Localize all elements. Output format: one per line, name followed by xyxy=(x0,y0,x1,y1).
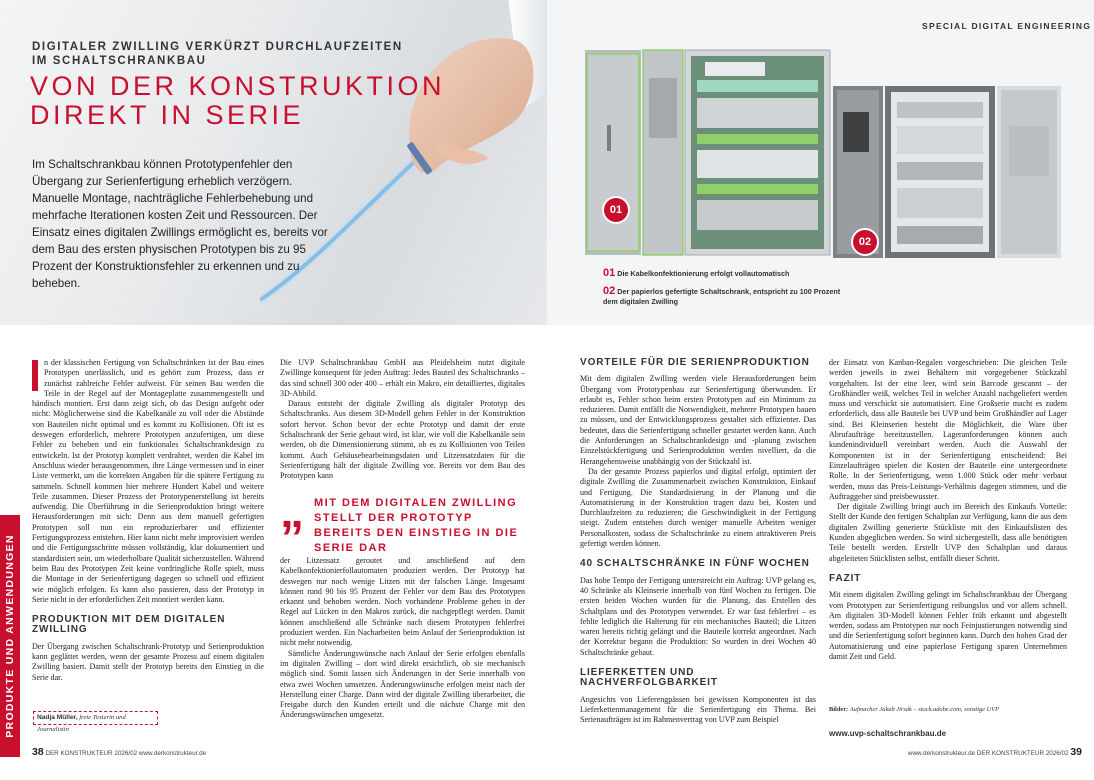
paragraph: Der digitale Zwilling bringt auch im Bereich des Einkaufs Vorteile: Stellt der Kunde den fertigen Schaltplan zur Verfügung, kann die aus dem digitalen Zwilling generierte Stückliste mit den Einkaufslisten des Kunden abgeglichen werden. So wird sichergestellt, dass alle benötigten Teile bestellt werden. Erstellt UVP den Schaltplan und daraus abgeleiteten Stücklisten selbst, entfällt dieser Schritt. xyxy=(829,502,1067,563)
paragraph: Da der gesamte Prozess papierlos und digital erfolgt, optimiert der digitale Zwilling die Zusammenarbeit zwischen Konstruktion, Einkauf und Fertigung. Die Standardisierung in der Planung und die Automatisierung in der Konstruktion tragen dazu bei, Kosten und Durchlaufzeiten zu reduzieren; die Geschwindigkeit in der Fertigung steigt. Zudem entstehen durch weniger manuelle Arbeiten weniger Personalkosten, sodass die Schaltschränke zu einem attraktiveren Preis gefertigt werden können. xyxy=(580,466,816,549)
caption-01-text: Die Kabelkonfektionierung erfolgt vollautomatisch xyxy=(617,269,790,278)
paragraph: Der Übergang zwischen Schaltschrank-Prototyp und Serienproduktion kann geglättet werden, wenn der gesamte Prozess auf einem digitalen Zwilling basiert. Damit stellt der Prototyp bereits den Einstieg in die Serie dar. xyxy=(32,641,264,682)
paragraph: Das hohe Tempo der Fertigung unterstreicht ein Auftrag: UVP gelang es, 40 Schränke als Kleinserie innerhalb von fünf Wochen zu fertigen. Die ersten beiden Wochen wurden für die Planung, das Erstellen des Schaltplans und des Prototypen verwendet. Er war fast fehlerfrei – es fehlte lediglich die Halterung für ein mechanisches Bauteil; die Litzen waren bereits richtig gelängt und die Bauteile korrekt angeordnet. Nach der Korrektur begann die Produktion: So wurden in drei Wochen 40 Schaltschränke gebaut. xyxy=(580,575,816,657)
column-2 xyxy=(280,358,525,482)
column-3 xyxy=(580,358,816,726)
badge-02: 02 xyxy=(851,228,879,256)
quote-text: MIT DEM DIGITALEN ZWILLING STELLT DER PROTOTYP BEREITS DEN EINSTIEG IN DIE SERIE DAR xyxy=(314,497,519,554)
caption-02 xyxy=(603,286,853,307)
intro-paragraph xyxy=(32,358,264,605)
paragraph: Sämtliche Änderungswünsche nach Anlauf der Serie erfolgen ebenfalls im digitalen Zwilling – dort wird direkt ersichtlich, ob sie mechanisch möglich sind. Somit lassen sich Änderungen in der Serie innerhalb von etwa zwei Wochen umsetzen. Änderungswünsche erfolgen meist nach der Herstellung einer Charge. Dann wird der digitale Zwilling überarbeitet, die Freigabe durch den Kunden erteilt und die nächste Charge mit den Änderungswünschen umgesetzt. xyxy=(280,648,525,720)
page-number-right: 39 xyxy=(1070,746,1082,758)
footer-right xyxy=(908,746,1082,758)
kicker xyxy=(32,40,403,68)
intro-text: n der klassischen Fertigung von Schaltschränken ist der Bau eines Prototypen unerlässlich, und es gehört zum Prozess, dass er zunächst zahlreiche Fehler aufweist. Für seinen Bau werden die Teile in der Regel auf der Montageplatte zusammengestellt und händisch montiert. Erst dann zeigt sich, ob das Design aufgeht oder nicht: Möglicherweise sind die Kabelkanäle zu voll oder die Abstände von Bauteilen nicht optimal und es kommt zu Kollisionen. Oft ist es deswegen erforderlich, mehrere Prototypen anzufertigen, um diese Fehler zu beheben und ein funktionales Schaltschrankdesign zu entwickeln. Ist der Prototyp komplett verdrahtet, werden die Kabel im Anschluss wieder herausgenommen, ihre Länge vermessen und in einer Liste vermerkt, um die korrekten Angaben für die spätere Fertigung zu sammeln. Schnell kommen hier mehrere Hundert Kabel und weitere Teile zusammen. Dieser Prozess der Prototypenerstellung ist bereits aufwendig. Die Überführung in die Serienproduktion bringt weitere Herausforderungen mit sich: Denn aus dem manuell gefertigten Prototypen soll nun ein reproduzierbarer und effizienter Fertigungsprozess entstehen. Hier kann nicht mehr improvisiert werden und die Fertigungsschritte müssen vollständig, klar dokumentiert und standardisiert sein, um wiederholbare Qualität sicherzustellen. Während beim Bau des Prototypen Zeit keine vordringliche Rolle spielt, muss die Montage in der Serienfertigung dagegen so schnell und effizient wie möglich erfolgen. Es kann also passieren, dass der Prototyp in Serie nicht in der erforderlichen Zeit montiert werden kann. xyxy=(32,358,264,604)
subheading-vorteile: VORTEILE FÜR DIE SERIENPRODUKTION xyxy=(580,357,810,368)
paragraph: Die UVP Schaltschrankbau GmbH aus Pleidelsheim nutzt digitale Zwillinge konsequent für jeden Auftrag: Jedes Bauteil des Schaltschranks – das sind schnell 300 oder 400 – erhält ein Makro, ein detailliertes, digitales 3D-Abbild. xyxy=(280,358,525,398)
caption-01-number: 01 xyxy=(603,267,616,279)
lead-paragraph: Im Schaltschrankbau können Prototypenfehler den Übergang zur Serienfertigung erheblich verzögern. Manuelle Montage, nachträgliche Fehlerbehebung und mehrfache Iterationen kosten Zeit und Ressourcen. Der Einsatz eines digitalen Zwillings ermöglicht es, bereits vor dem Bau des ersten physischen Prototypen bis zu 95 Prozent der Konstruktionsfehler zu erkennen und zu beheben. xyxy=(32,158,328,290)
headline-line-2: DIREKT IN SERIE xyxy=(30,100,305,130)
paragraph: Mit einem digitalen Zwilling gelingt im Schaltschrankbau der Übergang vom Prototypen zur Serienfertigung reibungslos und vor allem schnell. Am digitalen 3D-Modell können Fehler früh erkannt und abgestellt werden, sodass am Prototypen nur noch Feinjustierungen notwendig sind und die Serienfertigung sofort beginnen kann. Durch den hohen Grad der Automatisierung und eine papierlose Fertigung sparen Unternehmen damit Zeit und Geld. xyxy=(829,590,1067,662)
caption-02-number: 02 xyxy=(603,285,616,297)
subheading-lieferketten: LIEFERKETTEN UND NACHVERFOLGBARKEIT xyxy=(580,667,718,689)
author-credit xyxy=(33,711,158,733)
kicker-line-2: IM SCHALTSCHRANKBAU xyxy=(32,55,207,67)
caption-01 xyxy=(603,268,853,279)
author-name: Nadja Müller, xyxy=(37,714,78,721)
cabinet-photos xyxy=(547,0,1094,325)
paragraph: Daraus entsteht der digitale Zwilling als digitaler Prototyp des Schaltschranks. Aus diesem 3D-Modell gehen Fehler in der Konstruktion sofort hervor. Schon bevor der echte Prototyp und damit der erste Schaltschrank der Serie gebaut wird, ist klar, wie voll die Kabelkanäle sein werden, ob die Dimensionierung stimmt, ob es zu Kollisionen von Teilen kommt. Auch Gehäusebearbeitungsdaten und Litzensatzdaten für die Serienfertigung hält der digitale Zwilling vor. Bereits vor dem Bau des Prototypen kann xyxy=(280,399,525,481)
caption-02-text: Der papierlos gefertigte Schaltschrank, entspricht zu 100 Prozent dem digitalen Zwilling xyxy=(603,287,841,306)
paragraph: der Einsatz von Kanban-Regalen vorgeschrieben: Die gleichen Teile werden jeweils in zwei Behältern mit vorgegebener Stückzahl vorgehalten. Ist der eine leer, wird sein Barcode gescannt – der Großhändler weiß, welches Teil in welcher Anzahl nachgeliefert werden muss und verschickt sie automatisiert. Eine Großserie macht es zudem erforderlich, dass alle Bauteile bei UVP und beim Großhändler auf Lager sind. Bei Kleinserien besteht die Möglichkeit, die Ware über Abrufaufträge bereitzustellen. Lageranforderungen können auch kundenindividuell vereinbart werden. Auch die Auswahl der Komponenten ist in der Serienfertigung entscheidend: Bei Einzelaufträgen spielen die Kosten der Bauteile eine untergeordnete Rolle. In der Serienfertigung, wenn 1.000 Stück oder mehr verbaut werden, muss das Preis-Leistungs-Verhältnis dagegen stimmen, und die Auftraggeber sind preisbewusster. xyxy=(829,358,1067,501)
cabinet-photo-01 xyxy=(585,40,835,258)
column-1 xyxy=(32,358,264,683)
headline-line-1: VON DER KONSTRUKTION xyxy=(30,71,446,101)
paragraph: der Litzensatz geroutet und anschließend auf dem Kabelkonfektionierfollautomaten produziert werden. Der Prototyp hat deswegen nur noch wenige Litzen mit der falschen Länge. Insgesamt können rund 90 bis 95 Prozent der Fehler vor dem Bau des Prototypen erkannt und behoben werden. Noch vorhandene Probleme gehen in der Regel auf Lücken in den Makros zurück, die nachgepflegt werden. Damit können anschließend alle Schränke nach diesem Prototypen fehlerfrei produziert werden. Ein Nacharbeiten beim Anlauf der Serienproduktion ist nicht mehr notwendig. xyxy=(280,556,525,648)
column-2-continued xyxy=(280,556,525,721)
paragraph: Angesichts von Lieferengpässen bei gewissen Komponenten ist das Lieferkettenmanagement für die Serienfertigung ein Thema. Bei Serienaufträgen ist im Rahmenvertrag von UVP zum Beispiel xyxy=(580,694,816,725)
author-role: freie Texterin und Journalistin xyxy=(37,714,126,733)
quote-mark-icon: „ xyxy=(280,485,304,538)
side-tab xyxy=(0,515,20,757)
paragraph: Mit dem digitalen Zwilling werden viele Herausforderungen beim Übergang vom Prototypenbau zur Serienfertigung überwunden. Er erlaubt es, Fehler schon beim ersten Prototypen auf ein Minimum zu reduzieren. Damit entfällt die Notwendigkeit, mehrere Prototypen bauen zu müssen, und der Entwicklungsprozess gestaltet sich effizienter. Das bedeutet, dass die Serienfertigung schneller gestartet werden kann. Auch die Anforderungen an Schaltschrankdesign und -planung zwischen Einzelstückfertigung und Serienproduktion werden nivelliert, da die Herangehensweise unabhängig von der Stückzahl ist. xyxy=(580,374,816,466)
credits-label: Bilder: xyxy=(829,706,849,713)
credits-text: Aufmacher Jakub Jirsák – stock.adobe.com, sonstige UVP xyxy=(849,706,1000,713)
footer-left-text: DER KONSTRUKTEUR 2026/02 www.derkonstrukteur.de xyxy=(45,750,207,757)
page-number-left: 38 xyxy=(32,746,44,758)
hero-image-area xyxy=(0,0,1094,325)
badge-01: 01 xyxy=(602,196,630,224)
subheading-40-schraenke: 40 SCHALTSCHRÄNKE IN FÜNF WOCHEN xyxy=(580,558,810,570)
side-tab-label: PRODUKTE UND ANWENDUNGEN xyxy=(4,534,16,738)
company-link[interactable]: www.uvp-schaltschrankbau.de xyxy=(829,729,947,738)
section-label: SPECIAL DIGITAL ENGINEERING xyxy=(922,21,1092,31)
column-4 xyxy=(829,358,1067,662)
footer-left xyxy=(32,746,206,758)
drop-cap xyxy=(32,360,38,391)
footer-right-text: www.derkonstrukteur.de DER KONSTRUKTEUR 2026/02 xyxy=(907,750,1069,757)
subheading-produktion: PRODUKTION MIT DEM DIGITALEN ZWILLING xyxy=(32,614,226,636)
image-credits xyxy=(829,705,1067,714)
page-title xyxy=(30,72,445,130)
subheading-fazit: FAZIT xyxy=(829,572,862,584)
kicker-line-1: DIGITALER ZWILLING VERKÜRZT DURCHLAUFZEITEN xyxy=(32,41,403,53)
